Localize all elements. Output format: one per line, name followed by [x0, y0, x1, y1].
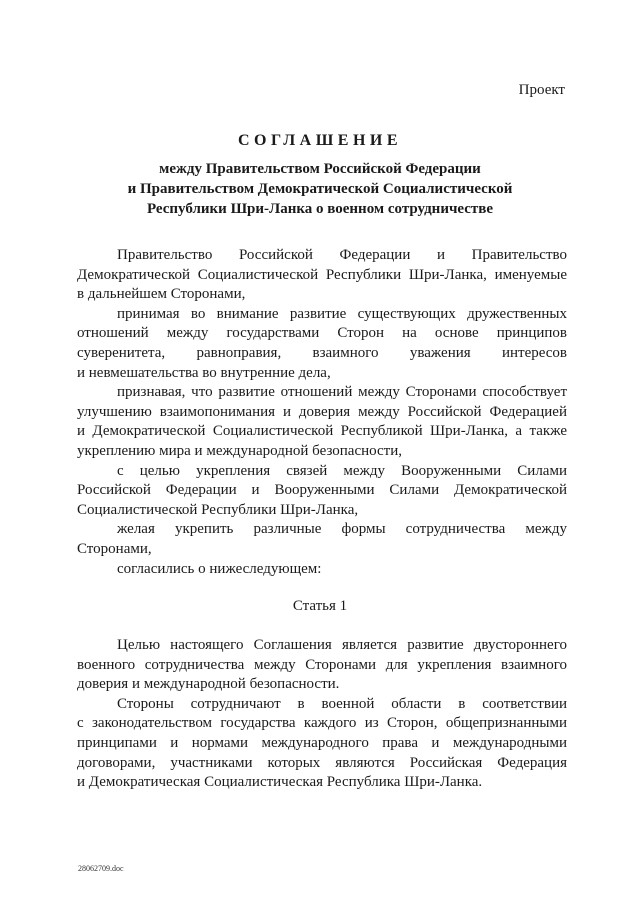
text-line: и Демократической Социалистической Республикой Шри-Ланка, а также [77, 423, 567, 440]
subtitle-line: между Правительством Российской Федерации [159, 161, 481, 177]
text-line: военного сотрудничества между Сторонами для укрепления взаимного [77, 656, 567, 673]
text-line: Социалистической Республики Шри-Ланка, [77, 501, 359, 518]
file-name: 28062709.doc [78, 864, 124, 873]
text-line: суверенитета, равноправия, взаимного уважения интересов [77, 344, 567, 361]
text-line: в дальнейшем Сторонами, [77, 286, 246, 303]
article-heading: Статья 1 [292, 598, 348, 614]
text-line: доверия и международной безопасности. [77, 676, 340, 693]
text-line: желая укрепить различные формы сотрудничества между [117, 521, 567, 538]
text-line: договорами, участниками которых являются Российская Федерация [77, 754, 567, 771]
text-line: Стороны сотрудничают в военной области в соответствии [117, 695, 567, 712]
text-line: признавая, что развитие отношений между Сторонами способствует [117, 384, 567, 401]
text-line: Целью настоящего Соглашения является развитие двустороннего [117, 637, 567, 653]
subtitle-line: Республики Шри-Ланка о военном сотрудничестве [146, 201, 494, 217]
text-line: принимая во внимание развитие существующих дружественных [117, 305, 567, 322]
text-line: и Демократическая Социалистическая Республика Шри-Ланка. [77, 774, 483, 791]
text-line: отношений между государствами Сторон на основе принципов [77, 325, 567, 342]
draft-label: Проект [518, 82, 565, 98]
text-line: с целью укрепления связей между Вооруженными Силами [117, 462, 567, 479]
document-title: СОГЛАШЕНИЕ [237, 132, 403, 149]
text-line: Демократической Социалистической Республики Шри-Ланка, именуемые [77, 266, 567, 283]
preamble [77, 246, 567, 579]
text-line: укреплению мира и международной безопасности, [77, 442, 403, 459]
text-line: с законодательством государства каждого из Сторон, общепризнанными [77, 715, 567, 732]
document-subtitle [0, 159, 640, 219]
subtitle-line: и Правительством Демократической Социалистической [127, 181, 513, 197]
text-line: Сторонами, [77, 540, 152, 557]
text-line: и невмешательства во внутренние дела, [77, 364, 331, 381]
text-line: Российской Федерации и Вооруженными Силами Демократической [77, 482, 567, 499]
text-line: согласились о нижеследующем: [117, 560, 322, 577]
text-line: принципами и нормами международного права и международными [77, 734, 567, 751]
article-1-body [77, 636, 567, 793]
text-line: Правительство Российской Федерации и Правительство [117, 247, 567, 263]
text-line: улучшению взаимопонимания и доверия между Российской Федерацией [77, 403, 567, 420]
